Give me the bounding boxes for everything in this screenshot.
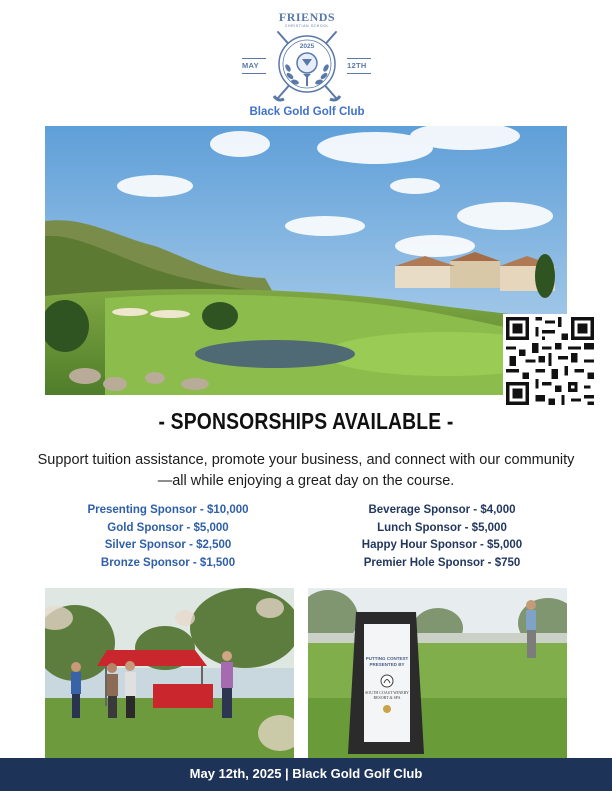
logo-brand-subtitle: CHRISTIAN SCHOOL	[284, 24, 330, 28]
divider	[347, 58, 371, 59]
sponsor-tier: Lunch Sponsor - $5,000	[377, 521, 507, 534]
divider	[347, 73, 371, 74]
sign-sponsor-sub: RESORT & SPA	[373, 695, 401, 700]
golfers-tent-photo	[45, 588, 294, 758]
badge-year: 2025	[299, 43, 315, 50]
sponsor-tier: Gold Sponsor - $5,000	[107, 521, 229, 534]
sign-sponsor-name: SOUTH COAST WINERY	[364, 690, 410, 695]
sponsor-list-right	[312, 502, 572, 572]
sign-emblem-icon	[382, 704, 392, 714]
sponsor-tier: Premier Hole Sponsor - $750	[363, 556, 521, 569]
sign-line: PRESENTED BY	[369, 662, 405, 667]
golf-course-photo	[45, 126, 567, 395]
club-name: Black Gold Golf Club	[249, 106, 365, 118]
golf-badge-emblem	[264, 28, 350, 106]
sign-line: PUTTING CONTEST	[365, 656, 409, 661]
divider	[242, 58, 266, 59]
sponsor-tier: Silver Sponsor - $2,500	[104, 539, 232, 551]
sign-sponsor	[362, 690, 412, 700]
winery-logo-icon	[380, 674, 394, 688]
divider	[242, 73, 266, 74]
sponsor-list-left	[38, 502, 298, 572]
qr-code[interactable]	[503, 314, 597, 408]
sponsor-tier: Happy Hour Sponsor - $5,000	[361, 539, 523, 551]
logo-date-month: MAY	[242, 61, 259, 70]
logo-date-day: 12TH	[347, 61, 367, 70]
logo-brand-name: FRIENDS	[278, 10, 336, 24]
sponsor-tier: Presenting Sponsor - $10,000	[87, 504, 249, 516]
sponsor-tier: Bronze Sponsor - $1,500	[100, 556, 236, 569]
headline: - SPONSORSHIPS AVAILABLE -	[158, 408, 454, 434]
description: Support tuition assistance, promote your business, and connect with our community—all while enjoying a great day on the course.	[37, 452, 575, 489]
sponsor-tier: Beverage Sponsor - $4,000	[368, 504, 516, 516]
putting-contest-photo	[308, 588, 567, 758]
sign-title	[364, 656, 410, 668]
school-logo	[232, 6, 382, 106]
footer-bar: May 12th, 2025 | Black Gold Golf Club	[0, 758, 612, 791]
